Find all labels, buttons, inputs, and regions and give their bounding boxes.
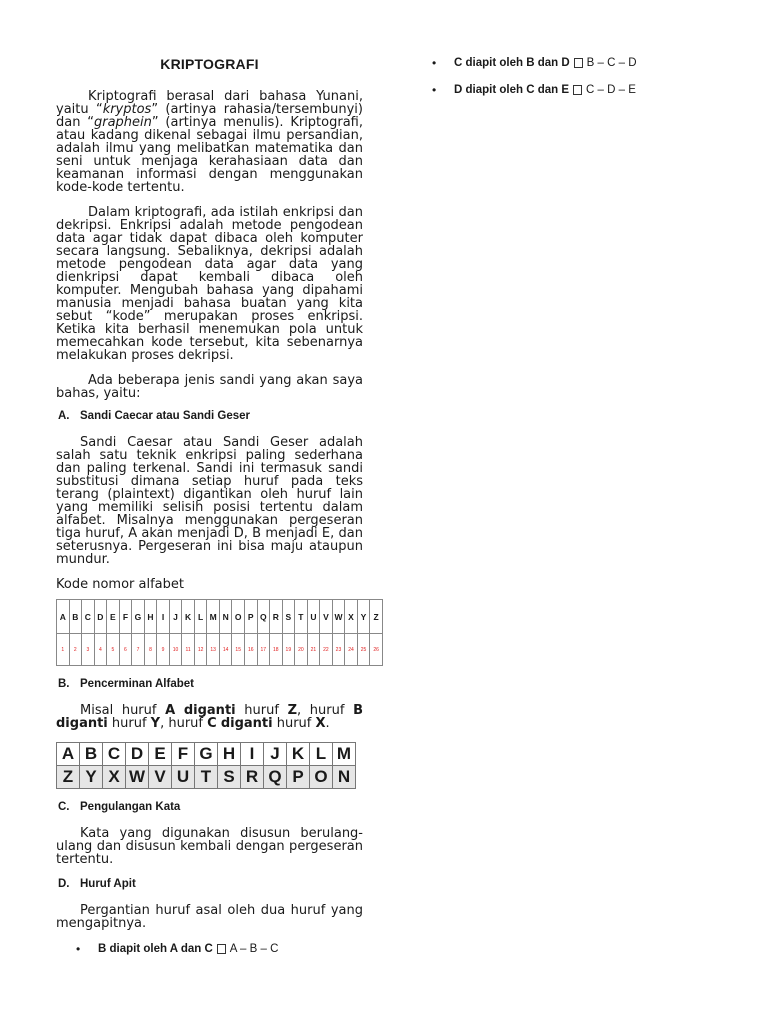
mirror-top-cell: E [149, 743, 172, 766]
number-cell: 1 [57, 634, 70, 666]
number-cell: 21 [307, 634, 320, 666]
mirror-top-cell: G [195, 743, 218, 766]
section-a-body: Sandi Caesar atau Sandi Geser adalah salah satu teknik enkripsi paling sederhana dan paling terkenal. Sandi ini termasuk sandi substitusi dimana setiap huruf pada teks terang (plaintext) digantikan oleh huruf lain yang memiliki selisih posisi tertentu dalam alfabet. Misalnya menggunakan pergeseran tiga huruf, A akan menjadi D, B menjadi E, dan seterusnya. Pergeseran ini bisa maju ataupun mundur. [56, 435, 363, 567]
alphabet-cell: H [144, 600, 157, 634]
alphabet-cell: J [169, 600, 182, 634]
number-cell: 14 [219, 634, 232, 666]
number-cell: 22 [320, 634, 333, 666]
mirror-top-row [57, 743, 356, 766]
text-span: huruf [272, 716, 316, 731]
number-cell: 10 [169, 634, 182, 666]
number-cell: 2 [69, 634, 82, 666]
code-table-label: Kode nomor alfabet [56, 577, 184, 592]
section-title: Pencerminan Alfabet [80, 678, 194, 690]
number-cell: 7 [132, 634, 145, 666]
number-cell: 8 [144, 634, 157, 666]
mirror-top-cell: I [241, 743, 264, 766]
section-letter: D. [58, 878, 70, 890]
text-span: . [325, 716, 330, 731]
text-span: , huruf [297, 703, 354, 718]
number-cell: 6 [119, 634, 132, 666]
number-cell: 9 [157, 634, 170, 666]
section-letter: C. [58, 801, 70, 813]
bullet-text: C – D – E [586, 84, 636, 96]
bullet-bold: B diapit oleh A dan C [98, 943, 213, 955]
number-cell: 19 [282, 634, 295, 666]
alphabet-cell: K [182, 600, 195, 634]
section-title: Huruf Apit [80, 878, 136, 890]
alphabet-cell: A [57, 600, 70, 634]
text-bold: C [207, 716, 217, 731]
bullet-bold: C diapit oleh B dan D [454, 57, 570, 69]
mirror-top-cell: K [287, 743, 310, 766]
alphabet-cell: M [207, 600, 220, 634]
section-letter: B. [58, 678, 70, 690]
alphabet-cell: Y [357, 600, 370, 634]
mirror-bottom-cell: R [241, 766, 264, 789]
mirror-bottom-cell: T [195, 766, 218, 789]
mirror-bottom-cell: Y [80, 766, 103, 789]
alphabet-cell: E [107, 600, 120, 634]
bullet-text: A – B – C [229, 943, 279, 955]
mirror-bottom-cell: P [287, 766, 310, 789]
section-d-heading [58, 878, 363, 890]
alphabet-cell: B [69, 600, 82, 634]
alphabet-cell: T [295, 600, 308, 634]
text-span: ” (artinya menulis). Kriptografi, atau kadang dikenal sebagai ilmu persandian, adalah ilmu yang melibatkan matematika dan seni untuk menjaga kerahasiaan data dan keamanan informasi dengan menggunakan kode-kode tertentu. [56, 115, 363, 195]
text-bold: diganti [183, 703, 236, 718]
alphabet-cell: X [345, 600, 358, 634]
alphabet-cell: C [82, 600, 95, 634]
text-span: Kriptografi berasal dari bahasa Yunani, yaitu “ [56, 89, 363, 117]
mirror-bottom-cell: V [149, 766, 172, 789]
alphabet-cell: S [282, 600, 295, 634]
number-cell: 17 [257, 634, 270, 666]
bullet-bold: D diapit oleh C dan E [454, 84, 570, 96]
bullet-item [430, 83, 730, 97]
bullet-icon: • [432, 56, 437, 70]
mirror-bottom-cell: Z [57, 766, 80, 789]
alphabet-cell: R [270, 600, 283, 634]
number-cell: 16 [244, 634, 257, 666]
term-graphein: graphein [93, 115, 152, 130]
number-cell: 3 [82, 634, 95, 666]
left-column [56, 52, 379, 969]
alphabet-cell: Z [370, 600, 383, 634]
bullet-icon: • [76, 942, 81, 956]
intro-paragraph-2: Dalam kriptografi, ada istilah enkripsi dan dekripsi. Enkripsi adalah metode pengodean data agar tidak dapat dibaca oleh komputer secara langsung. Sebaliknya, dekripsi adalah metode pengodean data agar data yang dienkripsi dapat kembali dibaca oleh komputer. Mengubah bahasa yang dipahami manusia menjadi bahasa buatan yang kita sebut “kode” merupakan proses enkripsi. Ketika kita berhasil menemukan pola untuk memecahkan kode tersebut, kita sebenarnya melakukan proses dekripsi. [56, 205, 363, 363]
section-d-body: Pergantian huruf asal oleh dua huruf yang mengapitnya. [56, 903, 363, 931]
text-bold: A [165, 703, 176, 718]
section-a-heading [58, 410, 363, 422]
section-b-heading [58, 678, 363, 690]
number-cell: 5 [107, 634, 120, 666]
mirror-bottom-cell: S [218, 766, 241, 789]
alphabet-cell: O [232, 600, 245, 634]
alphabet-cell: P [244, 600, 257, 634]
mirror-top-cell: A [57, 743, 80, 766]
mirror-top-cell: M [333, 743, 356, 766]
mirror-top-cell: J [264, 743, 287, 766]
mirror-bottom-cell: Q [264, 766, 287, 789]
mirror-bottom-row [57, 766, 356, 789]
right-column [430, 52, 730, 110]
number-cell: 18 [270, 634, 283, 666]
alphabet-cell: F [119, 600, 132, 634]
term-kryptos: kryptos [102, 102, 152, 117]
missing-glyph-icon [573, 85, 582, 95]
mirror-bottom-cell: X [103, 766, 126, 789]
alphabet-cell: U [307, 600, 320, 634]
bullet-text: B – C – D [586, 57, 637, 69]
section-letter: A. [58, 410, 70, 422]
text-span: Misal huruf [80, 703, 166, 718]
text-span: huruf [235, 703, 288, 718]
mirror-bottom-cell: N [333, 766, 356, 789]
number-row [57, 634, 383, 666]
text-bold: Y [150, 716, 161, 731]
text-bold: diganti [56, 716, 108, 731]
page-title: KRIPTOGRAFI [160, 56, 259, 72]
mirror-top-cell: B [80, 743, 103, 766]
mirror-bottom-cell: U [172, 766, 195, 789]
number-cell: 4 [94, 634, 107, 666]
text-bold: diganti [220, 716, 273, 731]
text-span: ” (artinya rahasia/tersembunyi) dan “ [56, 102, 363, 130]
section-b-body [56, 704, 363, 730]
alphabet-cell: V [320, 600, 333, 634]
alphabet-cell: N [219, 600, 232, 634]
mirror-top-cell: C [103, 743, 126, 766]
missing-glyph-icon [217, 944, 226, 954]
text-bold: X [315, 716, 326, 731]
alphabet-cell: D [94, 600, 107, 634]
intro-paragraph-3: Ada beberapa jenis sandi yang akan saya bahas, yaitu: [56, 373, 363, 401]
mirror-top-cell: L [310, 743, 333, 766]
alphabet-cell: I [157, 600, 170, 634]
text-span: huruf [107, 716, 151, 731]
mirror-bottom-cell: O [310, 766, 333, 789]
missing-glyph-icon [574, 58, 583, 68]
alphabet-cell: L [194, 600, 207, 634]
number-cell: 23 [332, 634, 345, 666]
section-c-body: Kata yang digunakan disusun berulang-ulang dan disusun kembali dengan pergeseran tertentu. [56, 826, 363, 867]
alphabet-cell: G [132, 600, 145, 634]
bullet-item [74, 942, 363, 956]
text-bold: Z [287, 703, 297, 718]
number-cell: 11 [182, 634, 195, 666]
number-cell: 20 [295, 634, 308, 666]
mirror-top-cell: F [172, 743, 195, 766]
bullet-icon: • [432, 83, 437, 97]
intro-paragraph-1 [56, 90, 363, 194]
bullet-item [430, 56, 730, 70]
alphabet-code-table [56, 599, 383, 666]
number-cell: 12 [194, 634, 207, 666]
alphabet-cell: Q [257, 600, 270, 634]
alphabet-cell: W [332, 600, 345, 634]
mirror-alphabet-table [56, 742, 356, 789]
number-cell: 24 [345, 634, 358, 666]
alphabet-row [57, 600, 383, 634]
mirror-top-cell: H [218, 743, 241, 766]
number-cell: 15 [232, 634, 245, 666]
section-title: Sandi Caecar atau Sandi Geser [80, 410, 251, 422]
number-cell: 26 [370, 634, 383, 666]
number-cell: 25 [357, 634, 370, 666]
mirror-bottom-cell: W [126, 766, 149, 789]
section-title: Pengulangan Kata [80, 801, 181, 813]
section-c-heading [58, 801, 363, 813]
number-cell: 13 [207, 634, 220, 666]
mirror-top-cell: D [126, 743, 149, 766]
text-span: , huruf [160, 716, 208, 731]
text-bold: B [353, 703, 363, 718]
